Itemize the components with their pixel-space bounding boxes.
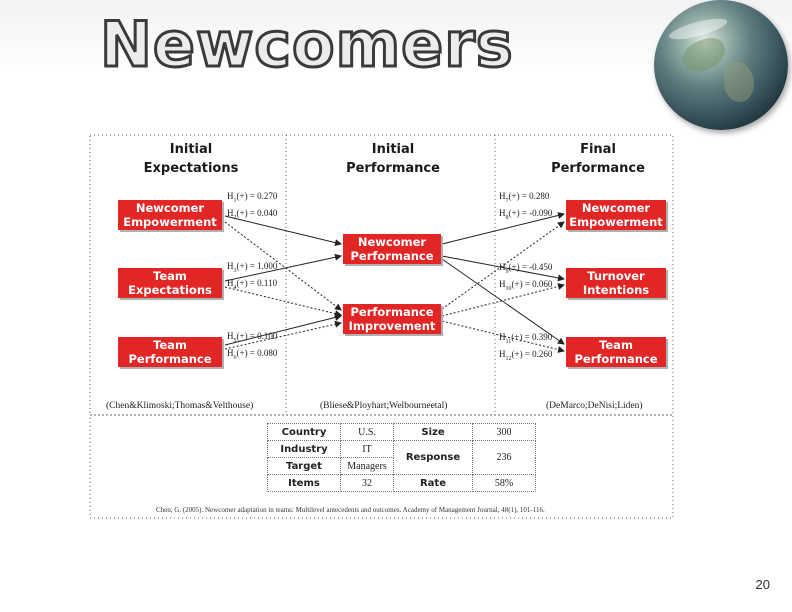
box-turnover-intentions: Turnover Intentions <box>566 268 666 298</box>
industry-label: Industry <box>268 441 341 458</box>
box-team-performance-right: Team Performance <box>566 337 666 367</box>
hypothesis-label: $H_8(+) = -0.090$ <box>499 208 553 221</box>
citation-middle: (Bliese&Ployhart;Welbourneetal) <box>320 401 448 411</box>
study-info-table <box>267 423 536 492</box>
box-newcomer-empowerment-right: Newcomer Empowerment <box>566 200 666 230</box>
box-team-expectations: Team Expectations <box>118 268 222 298</box>
country-value: U.S. <box>341 424 394 441</box>
hypothesis-label: $H_{12}(+) = 0.260$ <box>499 349 553 362</box>
response-label: Response <box>394 441 473 475</box>
hypothesis-label: $H_7(+) = 0.280$ <box>499 191 550 204</box>
country-label: Country <box>268 424 341 441</box>
hypothesis-label: $H_1(+) = 0.270$ <box>227 191 278 204</box>
header-initial-expectations: Initial Expectations <box>143 142 239 176</box>
rate-value: 58% <box>473 475 536 492</box>
citation-right: (DeMarco;DeNisi;Liden) <box>546 401 643 411</box>
globe-image <box>654 0 788 130</box>
box-newcomer-performance: Newcomer Performance <box>343 234 441 264</box>
items-label: Items <box>268 475 341 492</box>
page-number: 20 <box>755 577 770 592</box>
slide-title: Newcomers <box>100 8 514 81</box>
target-value: Managers <box>341 458 394 475</box>
header-initial-performance: Initial Performance <box>346 142 440 176</box>
hypothesis-label: $H_6(+) = 0.080$ <box>227 348 278 361</box>
box-team-performance-left: Team Performance <box>118 337 222 367</box>
hypothesis-label: $H_3(+) = 1.000$ <box>227 261 278 274</box>
hypothesis-label: $H_2(+) = 0.040$ <box>227 208 278 221</box>
target-label: Target <box>268 458 341 475</box>
box-newcomer-empowerment-left: Newcomer Empowerment <box>118 200 222 230</box>
box-performance-improvement: Performance Improvement <box>343 304 441 334</box>
rate-label: Rate <box>394 475 473 492</box>
size-value: 300 <box>473 424 536 441</box>
reference-citation: Chen, G. (2005). Newcomer adaptation in teams: Multilevel antecedents and outcomes. Academy of Management Journal, 48(1), 101-116. <box>156 506 545 514</box>
hypothesis-label: $H_4(+) = 0.110$ <box>227 278 278 291</box>
header-final-performance: Final Performance <box>551 142 645 176</box>
hypothesis-label: $H_{11}(+) = 0.390$ <box>499 332 553 345</box>
industry-value: IT <box>341 441 394 458</box>
items-value: 32 <box>341 475 394 492</box>
hypothesis-label: $H_9(+) = -0.450$ <box>499 262 553 275</box>
hypothesis-label: $H_{10}(+) = 0.060$ <box>499 279 553 292</box>
citation-left: (Chen&Klimoski;Thomas&Velthouse) <box>106 401 254 411</box>
response-value: 236 <box>473 441 536 475</box>
hypothesis-label: $H_5(+) = 0.100$ <box>227 331 278 344</box>
size-label: Size <box>394 424 473 441</box>
research-model-figure <box>88 133 675 520</box>
